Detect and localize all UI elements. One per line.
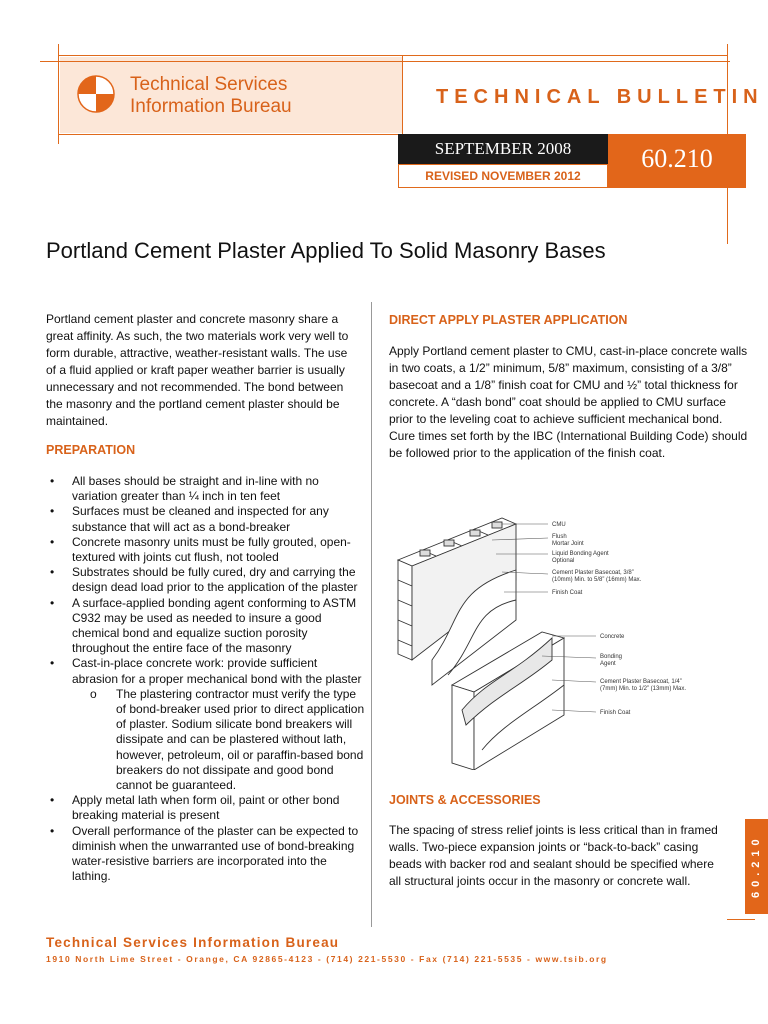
wall-section-diagram [392, 510, 714, 770]
bullet-icon: • [50, 565, 55, 580]
list-item-text: Overall performance of the plaster can be expected to diminish when the unwarranted use of bond-breaking water-resistive barriers are incorporated into the lathing. [72, 823, 359, 884]
list-item-text: All bases should be straight and in-line with no variation greater than ¼ inch in ten feet [72, 474, 319, 504]
label-bonding-agent: Liquid Bonding Agent [552, 551, 609, 557]
sub-list-item [46, 687, 366, 793]
label-basecoat-range-2: (7mm) Min. to 1/2” (13mm) Max. [600, 686, 687, 692]
list-item [46, 535, 366, 565]
bullet-icon: • [50, 474, 55, 488]
bullet-icon: • [50, 534, 55, 549]
direct-apply-heading: DIRECT APPLY PLASTER APPLICATION [389, 313, 628, 327]
sub-list-item-text: The plastering contractor must verify the type of bond-breaker used prior to direct application of plaster. Sodium silicate bond breakers will dissipate and can be plastered without lath, however, petroleum, oil or paraffin-based bond breakers do not dissipate and good bond cannot be guaranteed. [116, 686, 365, 793]
footer-org-name: Technical Services Information Bureau [46, 935, 340, 950]
org-name [130, 74, 292, 118]
label-mortar-joint: Mortar Joint [552, 541, 584, 547]
sub-bullet-icon: o [90, 686, 97, 701]
list-item [46, 656, 366, 793]
list-item [46, 596, 366, 657]
header-rule-left [58, 44, 59, 144]
label-agent: Agent [600, 661, 616, 667]
list-item [46, 793, 366, 823]
list-item-text: Cast-in-place concrete work: provide sufficient abrasion for a proper mechanical bond with the plaster [72, 656, 362, 686]
org-name-line2: Information Bureau [130, 96, 292, 117]
list-item [46, 565, 366, 595]
label-basecoat-2: Cement Plaster Basecoat, 1/4” [600, 679, 682, 685]
intro-paragraph: Portland cement plaster and concrete masonry share a great affinity. As such, the two materials work very well to form durable, attractive, weather-resistant walls. The use of a fluid applied or kraft paper weather barrier is usually unnecessary and not recommended. The bond between the masonry and the portland cement plaster should be maintained. [46, 312, 349, 428]
document-title: Portland Cement Plaster Applied To Solid Masonry Bases [46, 238, 606, 263]
label-cmu: CMU [552, 522, 566, 528]
bullet-icon: • [50, 595, 55, 610]
side-tab-rule [727, 919, 755, 920]
bulletin-title: TECHNICAL BULLETIN [436, 86, 764, 108]
label-flush: Flush [552, 534, 567, 540]
label-basecoat: Cement Plaster Basecoat, 3/8” [552, 570, 634, 576]
preparation-heading: PREPARATION [46, 443, 136, 457]
joints-heading: JOINTS & ACCESSORIES [389, 793, 541, 807]
label-finish-coat-2: Finish Coat [600, 710, 631, 716]
bullet-icon: • [50, 656, 55, 671]
list-item-text: Apply metal lath when form oil, paint or other bond breaking material is present [72, 793, 340, 823]
revised-date: REVISED NOVEMBER 2012 [398, 164, 608, 188]
label-basecoat-range: (10mm) Min. to 5/8” (16mm) Max. [552, 577, 642, 583]
column-divider [371, 302, 372, 927]
footer-address: 1910 North Lime Street - Orange, CA 92865-4123 - (714) 221-5530 - Fax (714) 221-5535 - www.tsib.org [46, 954, 608, 964]
side-tab-number: 60.210 [750, 834, 762, 899]
direct-apply-paragraph: Apply Portland cement plaster to CMU, cast-in-place concrete walls in two coats, a 1/2” minimum, 5/8” maximum, consisting of a 3/8” basecoat and a 1/8” finish coat for CMU and ½” total thickness for concrete. A “dash bond” coat should be applied to CMU surface prior to the leveling coat to achieve sufficient mechanical bond. Cure times set forth by the IBC (International Building Code) should be followed prior to the application of the finish coat. [389, 344, 748, 460]
list-item [46, 474, 366, 504]
bulletin-date: SEPTEMBER 2008 [398, 134, 608, 164]
preparation-list [46, 474, 366, 884]
tsib-logo-icon [76, 74, 116, 114]
bullet-icon: • [50, 504, 55, 519]
joints-paragraph: The spacing of stress relief joints is less critical than in framed walls. Two-piece expansion joints or “back-to-back” casing beads with backer rod and sealant should be specified where all structural joints occur in the masonry or concrete wall. [389, 823, 718, 888]
header-rule-top [40, 61, 730, 62]
label-finish-coat: Finish Coat [552, 590, 583, 596]
list-item-text: A surface-applied bonding agent conforming to ASTM C932 may be used as needed to insure a good chemical bond and equalize suction porosity throughout the entire face of the masonry [72, 595, 357, 656]
org-name-line1: Technical Services [130, 74, 288, 95]
list-item-text: Surfaces must be cleaned and inspected for any substance that will act as a bond-breaker [72, 504, 329, 534]
bullet-icon: • [50, 823, 55, 838]
list-item-text: Substrates should be fully cured, dry and carrying the design dead load prior to the application of the plaster [72, 565, 358, 595]
bulletin-number: 60.210 [608, 134, 746, 188]
label-concrete: Concrete [600, 634, 625, 640]
list-item [46, 824, 366, 885]
list-item-text: Concrete masonry units must be fully grouted, open-textured with joints cut flush, not tooled [72, 534, 351, 565]
header-divider [402, 55, 403, 135]
bullet-icon: • [50, 793, 55, 808]
label-optional: Optional [552, 558, 575, 564]
list-item [46, 504, 366, 534]
label-bonding: Bonding [600, 654, 623, 660]
